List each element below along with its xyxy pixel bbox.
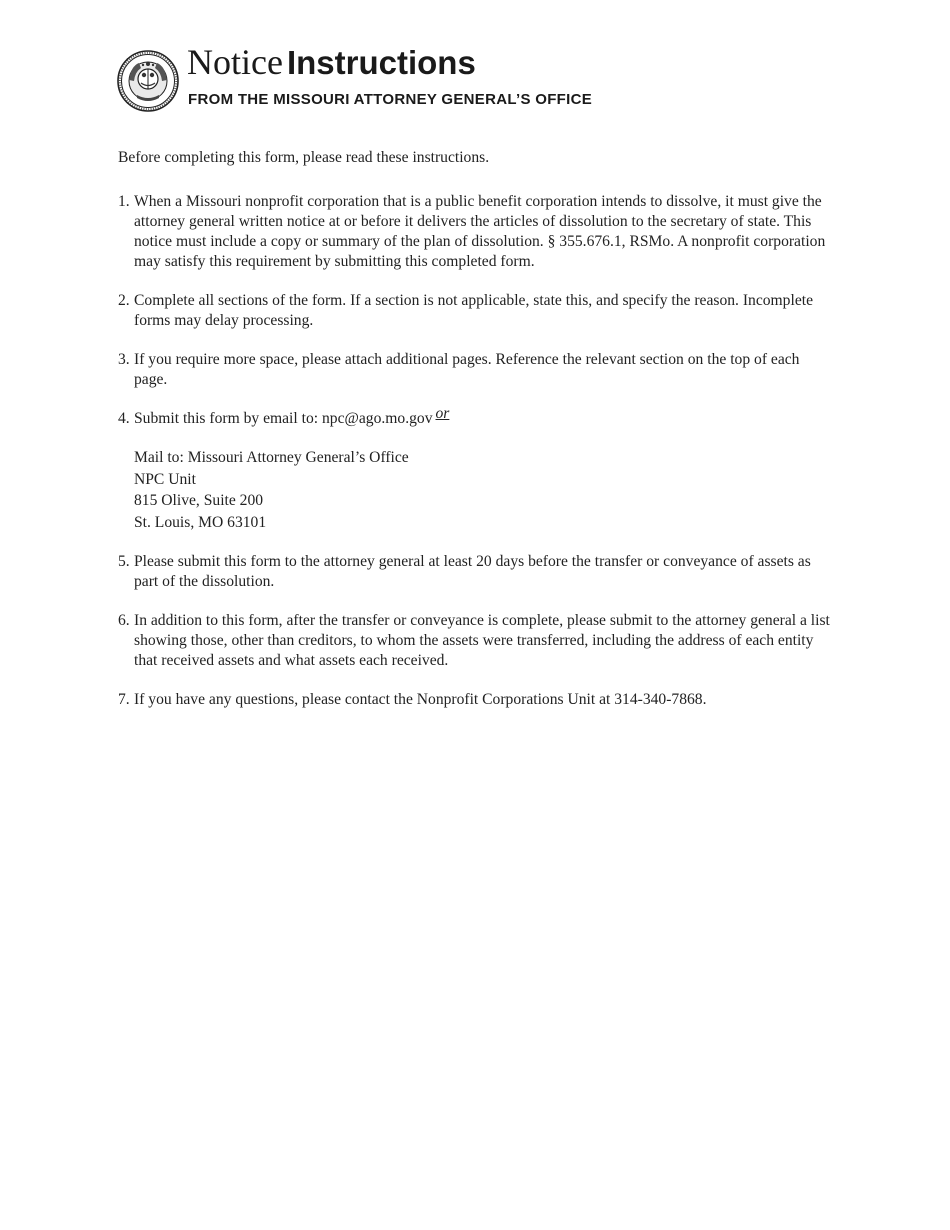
- item-text: If you require more space, please attach additional pages. Reference the relevant section on the top of each page.: [134, 351, 800, 388]
- list-item: [118, 350, 833, 390]
- item-number: 3.: [118, 351, 130, 368]
- item-text: Submit this form by email to: npc@ago.mo.gov: [134, 410, 433, 427]
- instructions-body: [118, 148, 833, 729]
- document-header: [117, 42, 817, 114]
- item-number: 7.: [118, 691, 130, 708]
- list-item: [118, 405, 833, 533]
- page-title: [187, 44, 476, 80]
- mail-line: NPC Unit: [134, 470, 196, 488]
- item-number: 1.: [118, 193, 130, 210]
- list-item: [118, 690, 833, 710]
- item-number: 5.: [118, 553, 130, 570]
- item-text: Complete all sections of the form. If a section is not applicable, state this, and specify the reason. Incomplete forms may delay processing.: [134, 292, 813, 329]
- mailing-address: [134, 447, 833, 533]
- mail-line: 815 Olive, Suite 200: [134, 492, 264, 509]
- list-item: [118, 192, 833, 272]
- list-item: [118, 611, 833, 671]
- title-notice: Notice: [187, 42, 283, 82]
- or-label: or: [435, 405, 450, 422]
- list-item: [118, 291, 833, 331]
- list-item: [118, 552, 833, 592]
- mail-line: St. Louis, MO 63101: [134, 513, 267, 531]
- item-text: If you have any questions, please contact the Nonprofit Corporations Unit at 314-340-7868.: [134, 691, 707, 708]
- intro-text: Before completing this form, please read these instructions.: [118, 149, 490, 166]
- instructions-list: [118, 192, 833, 710]
- item-text: When a Missouri nonprofit corporation that is a public benefit corporation intends to dissolve, it must give the attorney general written notice at or before it delivers the articles of dissolution to the secretary of state. This notice must include a copy or summary of the plan of dissolution. § 355.676.1, RSMo. A nonprofit corporation may satisfy this requirement by submitting this completed form.: [134, 193, 826, 270]
- item-text: Please submit this form to the attorney general at least 20 days before the transfer or conveyance of assets as part of the dissolution.: [134, 553, 811, 590]
- item-number: 4.: [118, 410, 130, 427]
- item-text: In addition to this form, after the transfer or conveyance is complete, please submit to the attorney general a list showing those, other than creditors, to whom the assets were transferred, including the address of each entity that received assets and what assets each received.: [134, 612, 830, 669]
- header-subtitle: FROM THE MISSOURI ATTORNEY GENERAL’S OFFICE: [188, 91, 593, 108]
- item-number: 6.: [118, 612, 130, 629]
- title-instructions: Instructions: [286, 44, 476, 81]
- missouri-state-seal-icon: [117, 50, 179, 112]
- item-number: 2.: [118, 292, 130, 309]
- mail-line: Mail to: Missouri Attorney General’s Office: [134, 449, 409, 466]
